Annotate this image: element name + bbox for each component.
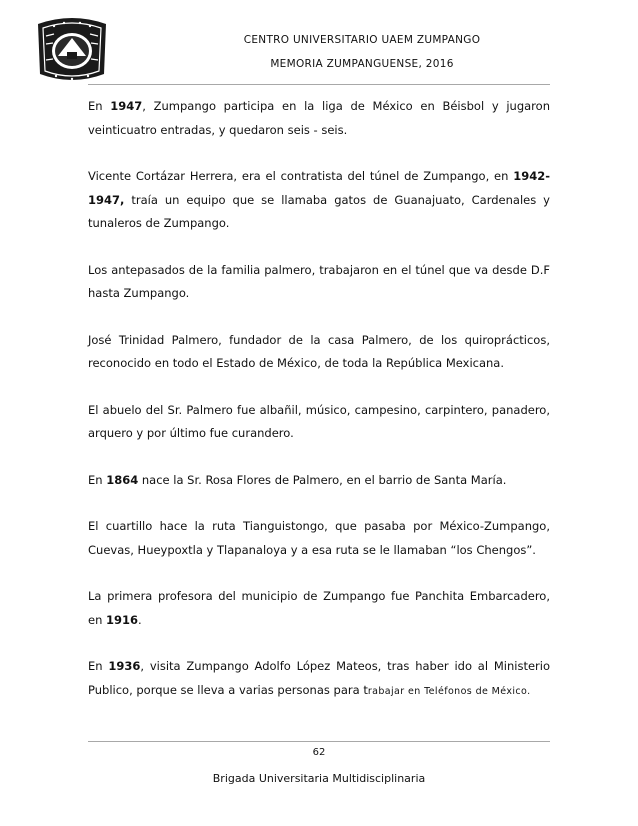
paragraph-5: El abuelo del Sr. Palmero fue albañil, músico, campesino, carpintero, panadero, arquero y por último fue curandero. — [88, 402, 550, 440]
paragraph-2 — [88, 165, 550, 236]
header-line-2: MEMORIA ZUMPANGUENSE, 2016 — [270, 58, 454, 70]
paragraph-7: El cuartillo hace la ruta Tianguistongo, que pasaba por México-Zumpango, Cuevas, Hueypoxtla y Tlapanaloya y a esa ruta se le llamaban “los Chengos”. — [88, 519, 550, 557]
page-number: 62 — [312, 747, 326, 758]
paragraph-1 — [88, 95, 550, 142]
university-seal-icon — [34, 14, 110, 86]
paragraph-4: José Trinidad Palmero, fundador de la casa Palmero, de los quiroprácticos, reconocido en todo el Estado de México, de toda la República Mexicana. — [88, 332, 550, 370]
header-divider — [88, 84, 550, 85]
text-span: , Zumpango participa en la liga de México en Béisbol y jugaron veinticuatro entradas, y quedaron seis - seis. — [88, 99, 550, 137]
footer-text: Brigada Universitaria Multidisciplinaria — [212, 772, 426, 785]
year-range: 1942- 1947, — [88, 169, 550, 207]
text-span: , visita Zumpango Adolfo López Mateos, tras haber ido al Ministerio Publico, porque se lleva a varias personas para t — [88, 659, 550, 697]
year-1864: 1864 — [106, 472, 139, 487]
text-span: . — [138, 612, 142, 627]
paragraph-8 — [88, 585, 550, 632]
text-span: La primera profesora del municipio de Zumpango fue Panchita Embarcadero, en — [88, 589, 550, 627]
document-body — [88, 95, 550, 726]
paragraph-9 — [88, 655, 550, 703]
text-span: Vicente Cortázar Herrera, era el contratista del túnel de Zumpango, en — [88, 169, 514, 183]
text-span: En — [88, 659, 109, 673]
text-span: En — [88, 99, 111, 113]
year-1947: 1947 — [110, 99, 143, 113]
text-span: En — [88, 472, 107, 487]
text-span: nace la Sr. Rosa Flores de Palmero, en el barrio de Santa María. — [138, 472, 507, 487]
text-span-small: rabajar en Teléfonos de México. — [367, 685, 531, 697]
header-line-1: CENTRO UNIVERSITARIO UAEM ZUMPANGO — [243, 34, 481, 46]
paragraph-6 — [88, 469, 550, 493]
footer-divider — [88, 741, 550, 742]
text-span: traía un equipo que se llamaba gatos de Guanajuato, Cardenales y tunaleros de Zumpango. — [88, 192, 550, 230]
paragraph-3: Los antepasados de la familia palmero, trabajaron en el túnel que va desde D.F hasta Zumpango. — [88, 262, 550, 300]
year-1916: 1916 — [106, 612, 139, 627]
year-1936: 1936 — [108, 659, 141, 673]
